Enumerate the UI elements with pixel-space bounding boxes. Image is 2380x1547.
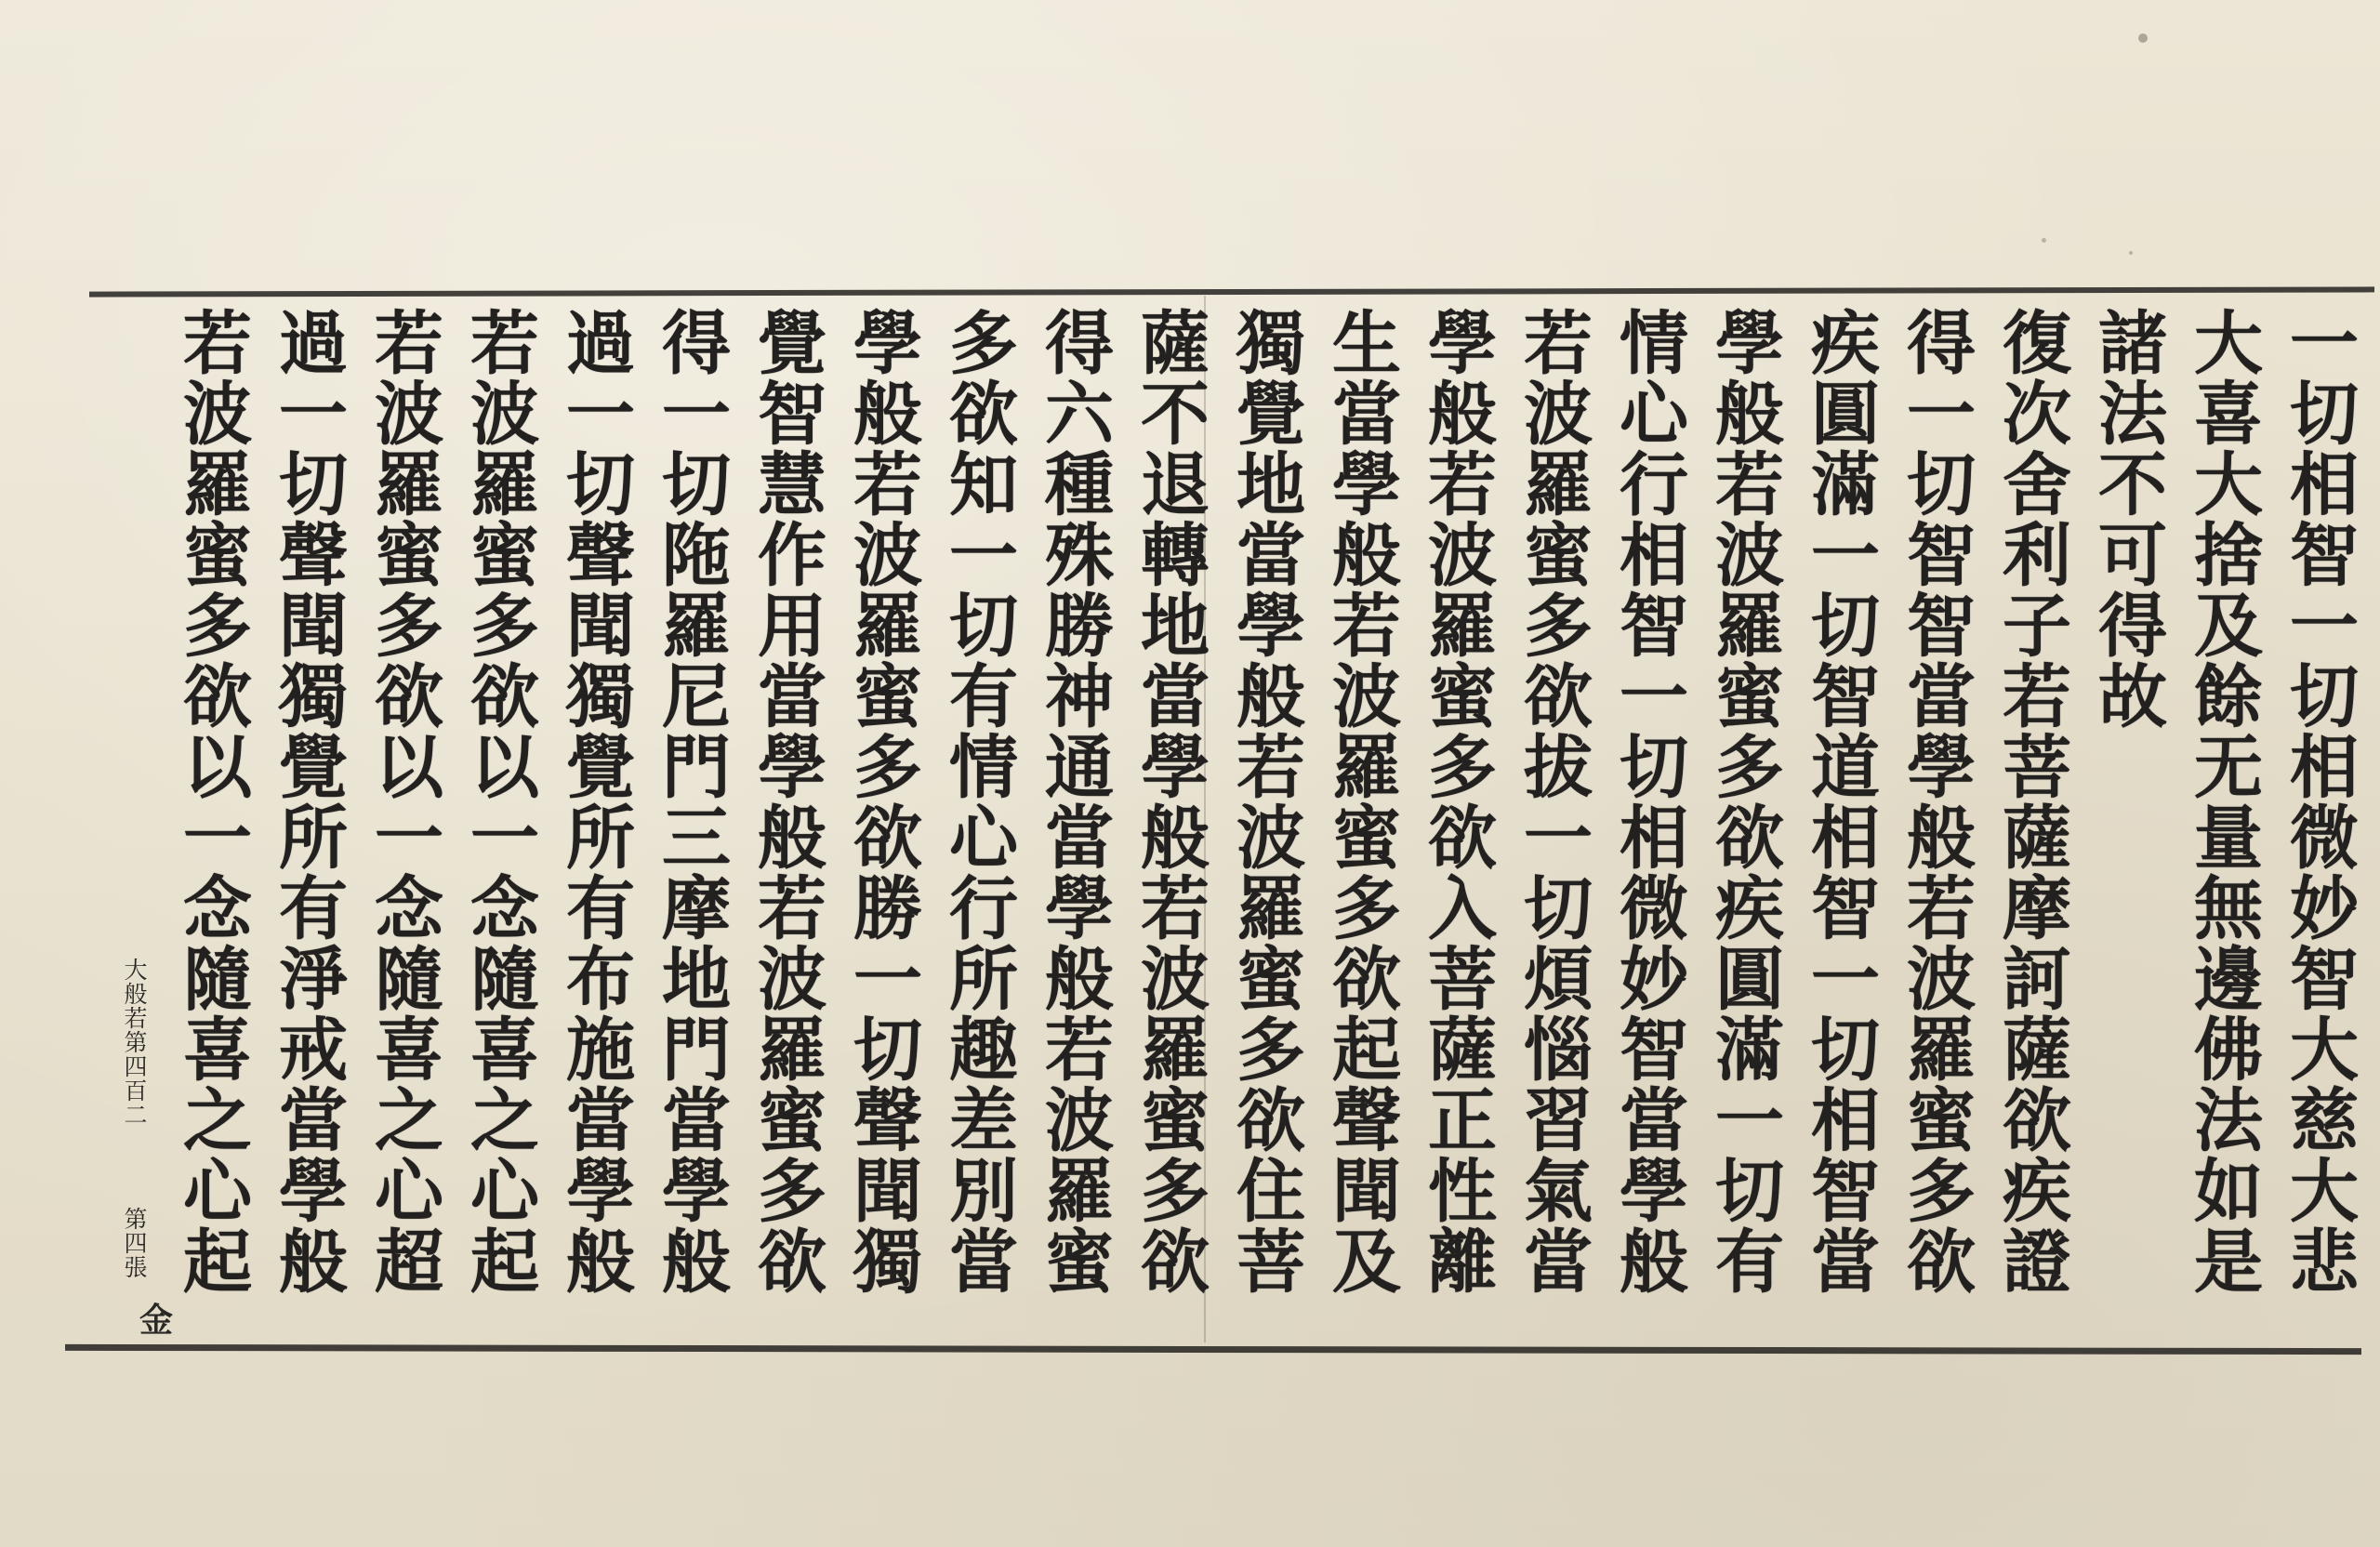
text-column-10: 學般若波羅蜜多欲入菩薩正性離 bbox=[1417, 307, 1497, 1296]
text-column-5: 得一切智智當學般若波羅蜜多欲 bbox=[1896, 307, 1976, 1296]
ink-blemish bbox=[2042, 238, 2046, 243]
margin-page-number: 第四張 bbox=[121, 1207, 148, 1279]
text-column-2: 大喜大捨及餘无量無邊佛法如是 bbox=[2183, 307, 2263, 1296]
text-column-3: 諸法不可得故 bbox=[2087, 307, 2167, 731]
text-column-18: 得一切陁羅尼門三摩地門當學般 bbox=[651, 307, 731, 1296]
text-column-12: 獨覺地當學般若波羅蜜多欲住菩 bbox=[1225, 307, 1305, 1296]
text-column-17: 覺智慧作用當學般若波羅蜜多欲 bbox=[747, 307, 826, 1296]
text-column-1: 一切相智一切相微妙智大慈大悲 bbox=[2279, 307, 2359, 1296]
text-column-9: 若波羅蜜多欲拔一切煩惱習氣當 bbox=[1513, 307, 1593, 1296]
text-column-21: 若波羅蜜多欲以一念隨喜之心超 bbox=[364, 307, 443, 1296]
margin-volume-title: 大般若第四百二 bbox=[121, 958, 148, 1127]
text-column-15: 多欲知一切有情心行所趣差別當 bbox=[938, 307, 1018, 1296]
sutra-text-block bbox=[167, 307, 2363, 1339]
bottom-border-rule bbox=[65, 1344, 2361, 1355]
text-column-16: 學般若波羅蜜多欲勝一切聲聞獨 bbox=[842, 307, 922, 1296]
text-column-22: 過一切聲聞獨覺所有淨戒當學般 bbox=[268, 307, 348, 1296]
text-column-8: 情心行相智一切相微妙智當學般 bbox=[1608, 307, 1688, 1296]
text-column-4: 復次舍利子若菩薩摩訶薩欲疾證 bbox=[1991, 307, 2071, 1296]
text-column-19: 過一切聲聞獨覺所有布施當學般 bbox=[555, 307, 635, 1296]
top-border-rule bbox=[89, 286, 2374, 297]
text-column-11: 生當學般若波羅蜜多欲起聲聞及 bbox=[1321, 307, 1401, 1296]
text-column-20: 若波羅蜜多欲以一念隨喜之心起 bbox=[459, 307, 539, 1296]
text-column-7: 學般若波羅蜜多欲疾圓滿一切有 bbox=[1704, 307, 1784, 1296]
ink-blemish bbox=[2138, 33, 2148, 43]
text-column-13: 薩不退轉地當學般若波羅蜜多欲 bbox=[1130, 307, 1210, 1296]
text-column-14: 得六種殊勝神通當學般若波羅蜜 bbox=[1034, 307, 1114, 1296]
ink-blemish bbox=[2129, 251, 2133, 255]
text-column-6: 疾圓滿一切智道相智一切相智當 bbox=[1800, 307, 1880, 1296]
text-column-23: 若波羅蜜多欲以一念隨喜之心起 bbox=[172, 307, 252, 1296]
margin-carver-mark: 金 bbox=[139, 1301, 174, 1340]
